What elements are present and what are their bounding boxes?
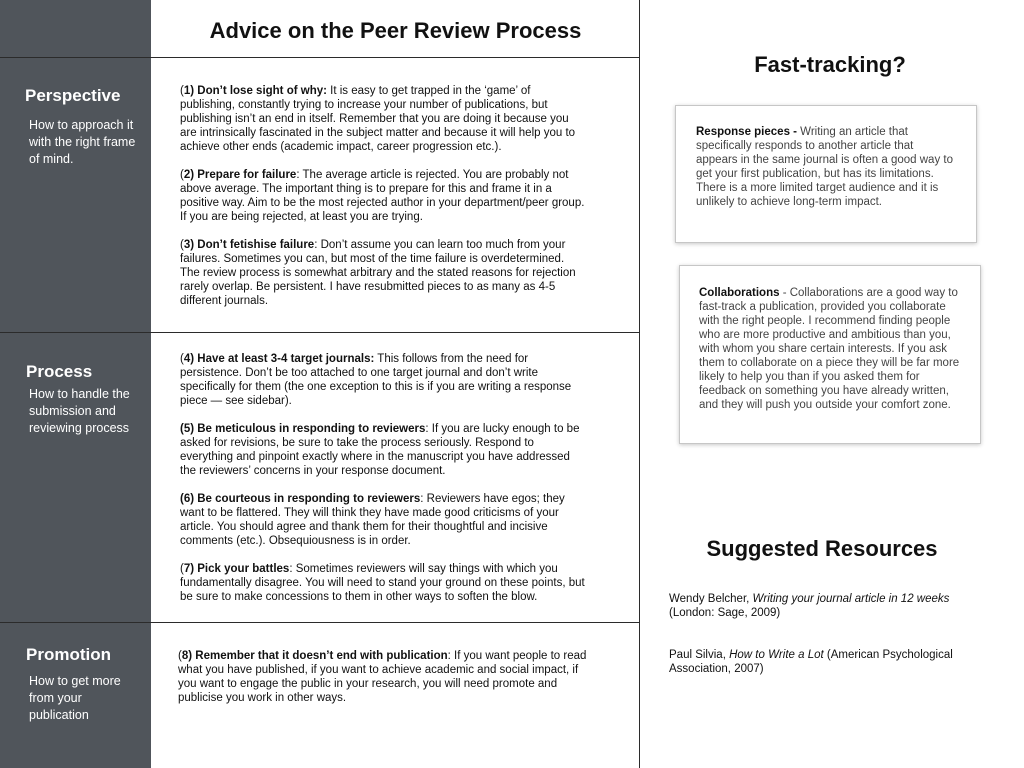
resources-heading: Suggested Resources (706, 536, 938, 561)
page-title: Advice on the Peer Review Process (209, 18, 582, 43)
resource-item: Paul Silvia, How to Write a Lot (American Psychological Association, 2007) (669, 649, 953, 675)
response-pieces-card (675, 105, 977, 243)
fast-tracking-heading: Fast-tracking? (754, 52, 906, 77)
divider-line (0, 622, 640, 623)
advice-item: (3) Don’t fetishise failure: Don’t assume you can learn too much from your failures. Sometimes you can, but most of the time failure is overdetermined. The review process is somewhat arbitrary and the stated reasons for rejection rarely overlap. Be persistent. I have resubmitted pieces to as many as 4-5 different journals. (180, 239, 576, 307)
section-subtitle-promotion: How to get more from your publication (29, 674, 121, 722)
divider-line (0, 332, 640, 333)
section-title-perspective: Perspective (25, 86, 121, 105)
advice-block-perspective (180, 84, 586, 322)
resource-item: Wendy Belcher, Writing your journal article in 12 weeks (London: Sage, 2009) (669, 593, 950, 619)
advice-block-process (180, 352, 586, 618)
advice-item: (4) Have at least 3-4 target journals: This follows from the need for persistence. Don’t be too attached to one target journal and don’t write specifically for them (the one exception to this is if you are writing a response piece — see sidebar). (180, 353, 572, 407)
collaborations-card (679, 265, 981, 444)
section-title-process: Process (26, 362, 93, 381)
card-text: Response pieces - Writing an article that specifically responds to another article that appears in the same journal is often a good way to get your first publication, but has its limitations. There is a more limited target audience and it is unlikely to achieve long-term impact. (696, 126, 953, 208)
divider-line (639, 0, 640, 768)
advice-item: (8) Remember that it doesn’t end with publication: If you want people to read what you have published, if you want to achieve academic and social impact, if you want to engage the public in your research, you will need promote and publicise you work in other ways. (178, 650, 587, 704)
advice-block-promotion (178, 649, 588, 719)
section-title-promotion: Promotion (26, 645, 111, 664)
advice-item: (5) Be meticulous in responding to reviewers: If you are lucky enough to be asked for revisions, be sure to take the process seriously. Respond to everything and pinpoint exactly where in the manuscript you have addressed the reviewers’ concerns in your response document. (180, 423, 580, 477)
card-text: Collaborations - Collaborations are a good way to fast-track a publication, provided you collaborate with the right people. I recommend finding people who are more productive and ambitious than you, with whom you share certain interests. If you ask them to collaborate on a piece they will be far more likely to help you than if you asked them for feedback on something you have already written, and they will push you outside your comfort zone. (699, 287, 960, 411)
divider-line (0, 57, 640, 58)
advice-item: (2) Prepare for failure: The average article is rejected. You are probably not above average. The important thing is to prepare for this and frame it in a positive way. Aim to be the most rejected author in your department/peer group. If you are being rejected, at least you are trying. (180, 169, 585, 223)
advice-item: (6) Be courteous in responding to reviewers: Reviewers have egos; they want to be flattered. They will think they have made good criticisms of your article. You should agree and thank them for their thoughtful and incisive comments (etc.). Obsequiousness is in order. (180, 493, 565, 547)
section-subtitle-process: How to handle the submission and reviewing process (29, 387, 130, 435)
section-subtitle-perspective: How to approach it with the right frame of mind. (29, 118, 136, 166)
advice-item: (7) Pick your battles: Sometimes reviewers will say things with which you fundamentally disagree. You will need to stand your ground on these points, but be sure to make concessions to them in other ways to soften the blow. (180, 563, 585, 603)
advice-item: (1) Don’t lose sight of why: It is easy to get trapped in the ‘game’ of publishing, constantly trying to increase your number of publications, but publishing isn’t an end in itself. Remember that you are doing it because you are intrinsically fascinated in the subject matter and because it will help you to achieve other ends (academic impact, career progression etc.). (180, 85, 576, 153)
